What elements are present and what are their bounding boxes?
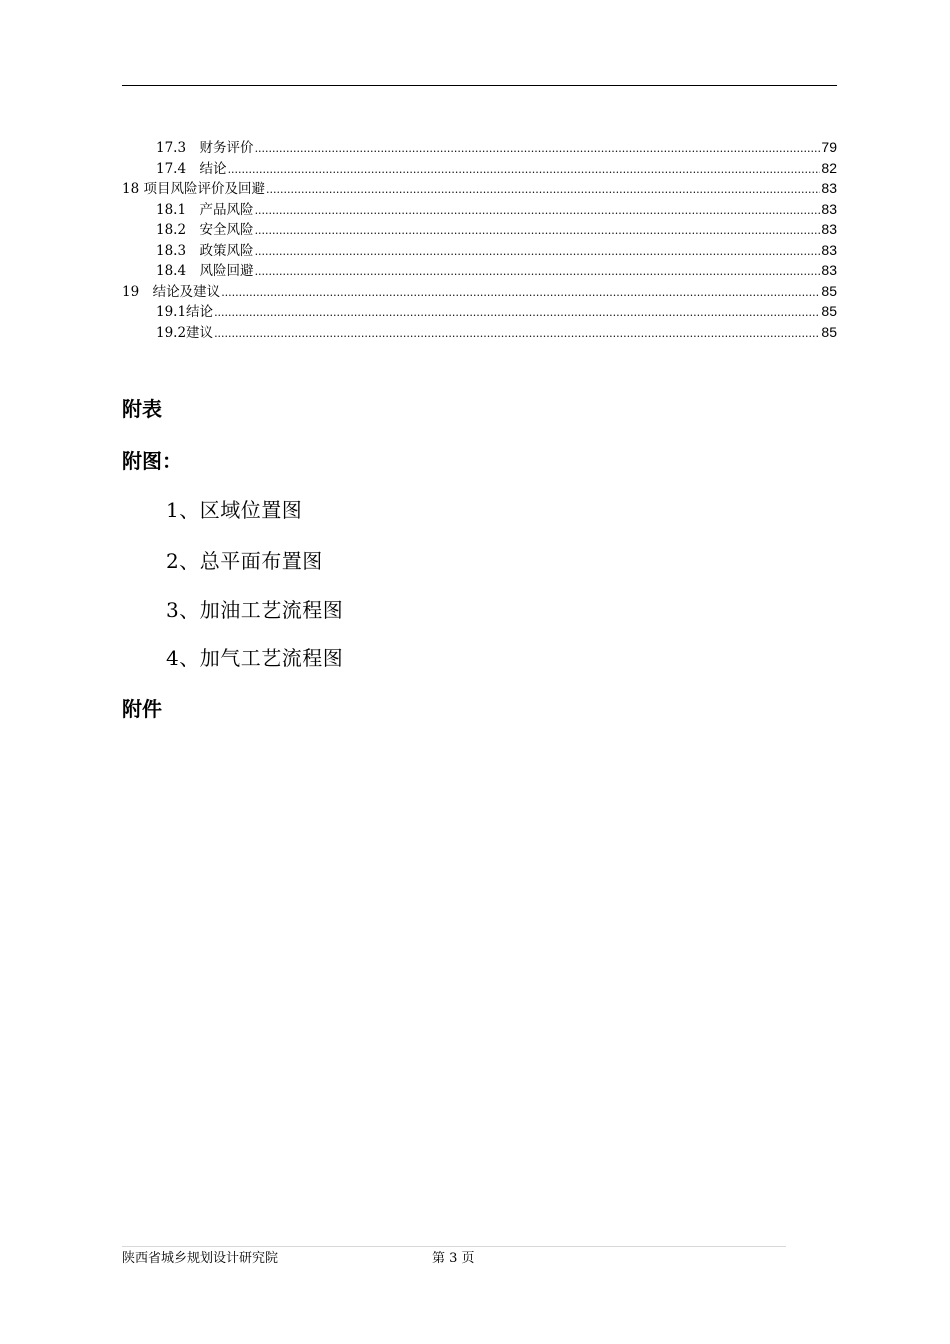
attached-tables-heading: 附表 bbox=[122, 397, 162, 421]
figure-list-item: 3、加油工艺流程图 bbox=[166, 598, 344, 622]
toc-entry-page: 83 bbox=[821, 262, 837, 278]
toc-entry-18-3[interactable] bbox=[122, 240, 837, 261]
figure-list-item: 2、总平面布置图 bbox=[166, 549, 323, 573]
toc-entry-19[interactable] bbox=[122, 281, 837, 302]
toc-entry-label: 18 项目风险评价及回避 bbox=[122, 181, 265, 197]
toc-leader bbox=[266, 180, 820, 201]
toc-entry-18-4[interactable] bbox=[122, 260, 837, 281]
toc-leader bbox=[221, 283, 820, 304]
toc-entry-page: 82 bbox=[821, 159, 837, 176]
toc-leader bbox=[255, 262, 821, 283]
toc-entry-17-3[interactable] bbox=[122, 137, 837, 158]
toc-entry-page: 85 bbox=[821, 282, 837, 299]
toc-entry-label: 18.3 政策风险 bbox=[156, 242, 254, 259]
toc-entry-label: 17.3 财务评价 bbox=[156, 140, 254, 156]
toc-leader bbox=[255, 221, 821, 242]
toc-entry-19-2[interactable] bbox=[122, 322, 837, 343]
attachments-heading: 附件 bbox=[122, 697, 162, 721]
figure-list-item: 1、区域位置图 bbox=[166, 498, 303, 522]
toc-entry-17-4[interactable] bbox=[122, 158, 837, 179]
toc-leader bbox=[214, 324, 820, 345]
toc-entry-label: 19.1结论 bbox=[156, 304, 214, 320]
toc-entry-18-1[interactable] bbox=[122, 199, 837, 220]
toc-entry-page: 85 bbox=[821, 323, 837, 340]
toc-entry-page: 85 bbox=[821, 303, 837, 319]
attached-figures-heading: 附图： bbox=[122, 449, 182, 473]
footer-page-number: 第 3 页 bbox=[432, 1251, 475, 1266]
toc-entry-label: 18.4 风险回避 bbox=[156, 263, 254, 279]
table-of-contents bbox=[122, 137, 837, 342]
toc-entry-18-2[interactable] bbox=[122, 219, 837, 240]
figure-list-item: 4、加气工艺流程图 bbox=[166, 646, 344, 670]
toc-entry-page: 83 bbox=[821, 221, 837, 237]
toc-leader bbox=[255, 201, 821, 222]
toc-entry-label: 19.2建议 bbox=[156, 324, 214, 341]
toc-entry-label: 18.2 安全风险 bbox=[156, 222, 254, 238]
header-rule bbox=[122, 85, 837, 86]
toc-entry-19-1[interactable] bbox=[122, 301, 837, 322]
toc-leader bbox=[214, 303, 820, 324]
toc-leader bbox=[228, 160, 821, 181]
toc-entry-page: 79 bbox=[821, 139, 837, 155]
footer-organization: 陕西省城乡规划设计研究院 bbox=[122, 1251, 279, 1266]
toc-entry-label: 18.1 产品风险 bbox=[156, 201, 254, 218]
toc-entry-page: 83 bbox=[821, 180, 837, 196]
toc-entry-18[interactable] bbox=[122, 178, 837, 199]
toc-entry-label: 19 结论及建议 bbox=[122, 283, 221, 300]
toc-entry-page: 83 bbox=[821, 200, 837, 217]
toc-entry-label: 17.4 结论 bbox=[156, 160, 227, 177]
toc-leader bbox=[255, 139, 821, 160]
toc-leader bbox=[255, 242, 821, 263]
toc-entry-page: 83 bbox=[821, 241, 837, 258]
